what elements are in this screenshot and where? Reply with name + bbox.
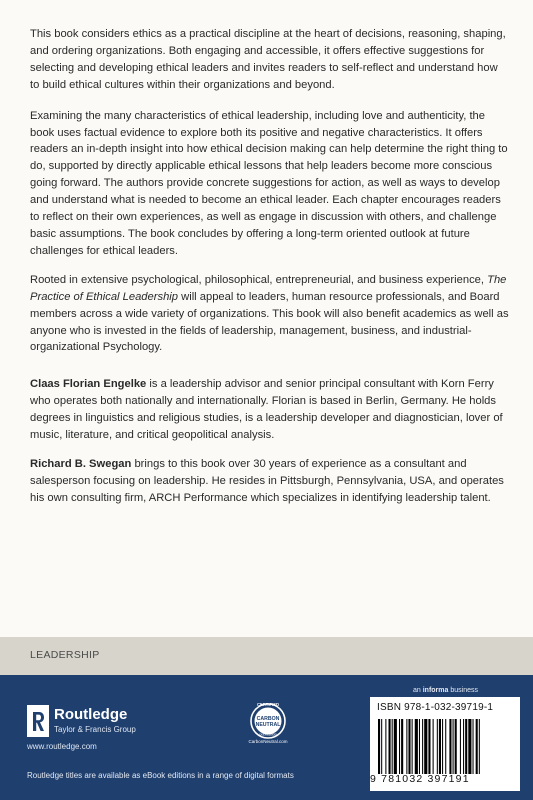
routledge-r-logo-icon	[27, 705, 49, 737]
barcode-bar	[389, 719, 391, 774]
p3-text-after: will appeal to leaders, human resource professionals, and Board members across a wide variety of organizations. This book will also benefit academics as well as anyone who is invested in the fields of leadership, management, business, and industrial-organizational Psychology.	[30, 290, 509, 354]
book-title: The Practice of Ethical Leadership	[30, 273, 507, 303]
ebook-note: Routledge titles are available as eBook editions in a range of digital formats	[27, 771, 294, 780]
carbon-neutral-badge-icon	[240, 697, 296, 753]
informa-brand: informa	[422, 687, 449, 694]
category-band	[0, 637, 533, 675]
barcode-bar	[394, 719, 397, 774]
barcode-bar	[378, 719, 380, 774]
barcode-bar	[442, 719, 443, 774]
barcode-bar	[401, 719, 403, 774]
barcode-bar	[419, 719, 420, 774]
barcode-bar	[433, 719, 434, 774]
barcode-bar	[408, 719, 410, 774]
blurb-paragraph-3	[30, 272, 510, 357]
publisher-group: Taylor & Francis Group	[54, 725, 136, 734]
informa-suffix: business	[448, 687, 478, 694]
barcode-bar	[406, 719, 407, 774]
barcode-bar	[476, 719, 478, 774]
author-bio-text: brings to this book over 30 years of experience as a consultant and salesperson focusing on leadership. He resides in Pittsburgh, Pennsylvania, USA, and operates his own consulting firm, ARCH Performance which specializes in identifying leadership talent.	[30, 457, 504, 504]
author-name: Claas Florian Engelke	[30, 378, 147, 391]
author-bio-text: is a leadership advisor and senior principal consultant with Korn Ferry who operates both nationally and internationally. Florian is based in Berlin, Germany. He holds degrees in linguistics and religious studies, is a leadership developer and diagnostician, lover of music, literature, and critical geopolitical analysis.	[30, 378, 503, 442]
back-cover-text	[30, 26, 510, 507]
barcode-bar	[385, 719, 386, 774]
carbon-top: CERTIFIED	[256, 702, 280, 707]
carbon-bottom: publication	[259, 732, 277, 737]
barcode-bar	[412, 719, 413, 774]
barcode-bar	[465, 719, 467, 774]
p3-text-before: Rooted in extensive psychological, philosophical, entrepreneurial, and business experience,	[30, 273, 488, 286]
barcode-bar	[422, 719, 423, 774]
carbon-middle-1: CARBON	[256, 716, 280, 722]
author-bio-2	[30, 456, 510, 507]
barcode-bar	[415, 719, 418, 774]
barcode-bar	[479, 719, 480, 774]
barcode-bar	[381, 719, 382, 774]
barcode-bar	[460, 719, 461, 774]
publisher-url: www.routledge.com	[27, 742, 97, 751]
barcode-bar	[449, 719, 451, 774]
barcode-bar	[453, 719, 454, 774]
publisher-name: Routledge	[54, 706, 128, 723]
barcode-icon	[378, 719, 514, 774]
barcode-bar	[455, 719, 457, 774]
barcode-bar	[463, 719, 464, 774]
category-label: LEADERSHIP	[30, 649, 100, 661]
barcode-bar	[439, 719, 441, 774]
isbn-barcode-box	[370, 697, 520, 791]
barcode-bar	[399, 719, 400, 774]
barcode-digits: 9 781032 397191	[370, 773, 470, 785]
author-name: Richard B. Swegan	[30, 457, 132, 470]
barcode-bar	[445, 719, 446, 774]
author-bio-1	[30, 376, 510, 444]
barcode-bar	[428, 719, 430, 774]
isbn-label: ISBN 978-1-032-39719-1	[377, 702, 494, 713]
barcode-bar	[468, 719, 471, 774]
carbon-site: CarbonNeutral.com	[248, 739, 288, 744]
barcode-bar	[424, 719, 427, 774]
barcode-bar	[392, 719, 393, 774]
carbon-middle-2: NEUTRAL	[255, 722, 281, 728]
blurb-paragraph-1: This book considers ethics as a practical discipline at the heart of decisions, reasoning, shaping, and ordering organizations. Both engaging and accessible, it offers effective suggestions for selecting and developing ethical leaders and invites readers to self-reflect and understand how to build ethical cultures within their organizations and beyond.	[30, 28, 506, 91]
blurb-paragraph-2: Examining the many characteristics of ethical leadership, including love and authenticity, the book uses factual evidence to explore both its positive and negative characteristics. It offers readers an in-depth insight into how ethical decision making can help determine the right thing to do, supported by directly applicable ethical lessons that help leaders become more conscious going forward. The authors provide concrete suggestions for action, as well as ways to develop and understand what is needed to become an ethical leader. Each chapter encourages readers to reflect on their own experiences, as well as engage in discussion with others, and challenge basic assumptions. The book concludes by offering a long-term oriented outlook at future challenges for ethical leaders.	[30, 109, 508, 257]
informa-tagline	[413, 687, 478, 694]
publisher-footer	[0, 675, 533, 800]
barcode-bar	[473, 719, 474, 774]
barcode-bar	[437, 719, 438, 774]
informa-prefix: an	[413, 687, 423, 694]
